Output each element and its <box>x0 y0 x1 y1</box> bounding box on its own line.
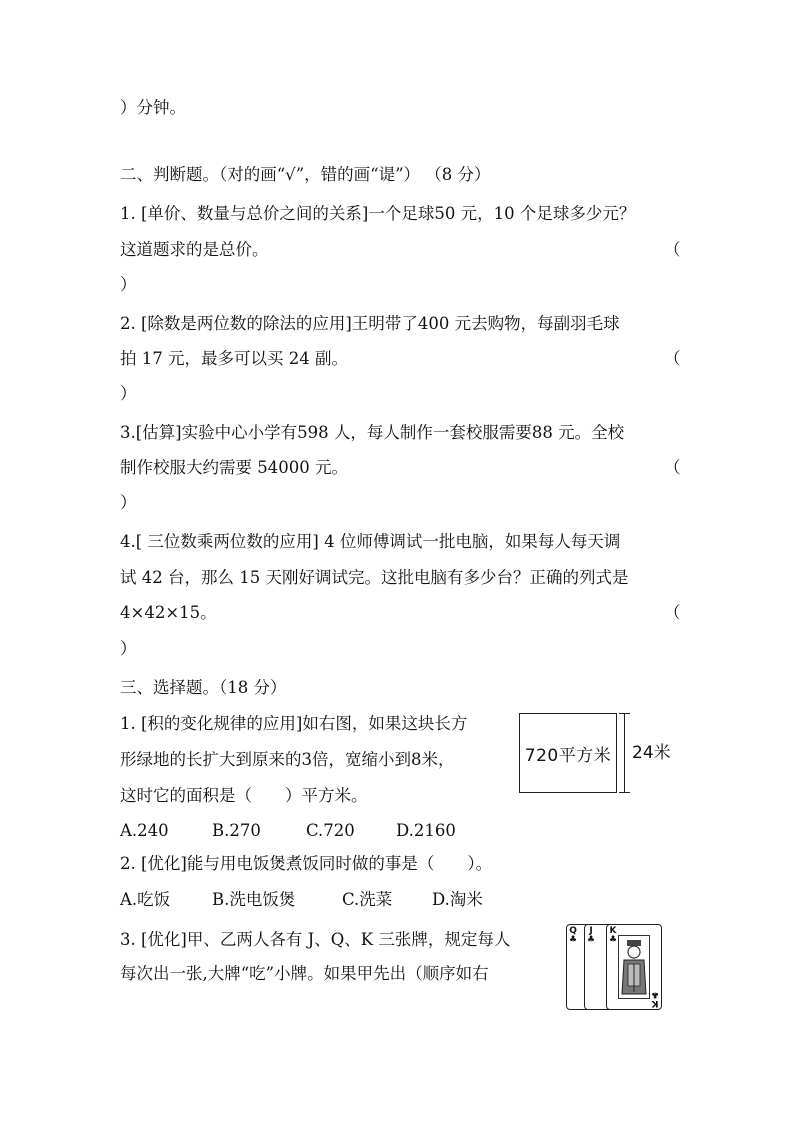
card-corner-bottom: K ♣ <box>650 989 659 1008</box>
s2-q1-answer-open[interactable]: （ <box>664 240 681 259</box>
s2-q2-line1: 2. [除数是两位数的除法的应用]王明带了400 元去购物，每副羽毛球 <box>120 314 620 333</box>
card-king <box>606 924 662 1010</box>
king-figure-icon <box>618 935 650 999</box>
option-d[interactable]: D.2160 <box>396 821 456 840</box>
s2-q4-answer-close: ） <box>120 639 137 658</box>
s3-q1-line1: 1. [积的变化规律的应用]如右图，如果这块长方 <box>120 714 468 733</box>
option-b[interactable]: B.洗电饭煲 <box>212 890 296 909</box>
s2-q1-line2: 这道题求的是总价。 <box>120 240 269 259</box>
s2-q2-answer-close: ） <box>120 384 137 403</box>
section2-heading: 二、判断题。（对的画“√”，错的画“𬤊”） （8 分） <box>120 165 491 184</box>
width-dimension-line <box>624 713 625 793</box>
s3-q2-line1: 2. [优化]能与用电饭煲煮饭同时做的事是（ ）。 <box>120 854 493 873</box>
s3-q3-line1: 3. [优化]甲、乙两人各有 J、Q、K 三张牌，规定每人 <box>120 930 511 949</box>
dimension-tick-bottom <box>619 792 630 793</box>
s2-q4-line3: 4×42×15。 <box>120 603 217 622</box>
option-a[interactable]: A.吃饭 <box>120 890 171 909</box>
section3-heading: 三、选择题。（18 分） <box>120 678 287 697</box>
king-illustration-icon <box>619 936 649 998</box>
playing-cards-figure <box>566 924 664 1012</box>
s3-q1-line3: 这时它的面积是（ ）平方米。 <box>120 786 368 805</box>
s2-q3-answer-close: ） <box>120 493 137 512</box>
rectangle-area-label: 720平方米 <box>524 745 612 766</box>
option-c[interactable]: C.洗菜 <box>342 890 393 909</box>
s2-q3-line1: 3.[估算]实验中心小学有598 人，每人制作一套校服需要88 元。全校 <box>120 423 625 442</box>
s2-q3-answer-open[interactable]: （ <box>664 458 681 477</box>
card-corner: K ♣ <box>609 926 618 945</box>
option-b[interactable]: B.270 <box>212 821 261 840</box>
s2-q1-line1: 1. [单价、数量与总价之间的关系]一个足球50 元，10 个足球多少元？ <box>120 204 636 223</box>
s2-q4-line2: 试 42 台，那么 15 天刚好调试完。这批电脑有多少台？正确的列式是 <box>120 568 629 587</box>
s2-q1-answer-close: ） <box>120 275 137 294</box>
s3-q1-line2: 形绿地的长扩大到原来的3倍，宽缩小到8米， <box>120 750 455 769</box>
card-corner: J ♣ <box>587 926 596 945</box>
option-a[interactable]: A.240 <box>120 821 169 840</box>
s2-q3-line2: 制作校服大约需要 54000 元。 <box>120 458 348 477</box>
s2-q2-answer-open[interactable]: （ <box>664 349 681 368</box>
rectangle-width-label: 24米 <box>632 743 671 763</box>
dimension-tick-top <box>619 713 630 714</box>
option-c[interactable]: C.720 <box>306 821 355 840</box>
rectangle-figure <box>519 713 617 793</box>
s2-q4-line1: 4.[ 三位数乘两位数的应用] 4 位师傅调试一批电脑，如果每人每天调 <box>120 532 621 551</box>
s2-q4-answer-open[interactable]: （ <box>664 603 681 622</box>
s2-q2-line2: 拍 17 元，最多可以买 24 副。 <box>120 349 348 368</box>
continuation-text: ）分钟。 <box>120 98 186 117</box>
s3-q3-line2: 每次出一张,大牌“吃”小牌。如果甲先出（顺序如右 <box>120 964 489 983</box>
option-d[interactable]: D.淘米 <box>432 890 483 909</box>
card-corner: Q ♣ <box>569 926 578 945</box>
